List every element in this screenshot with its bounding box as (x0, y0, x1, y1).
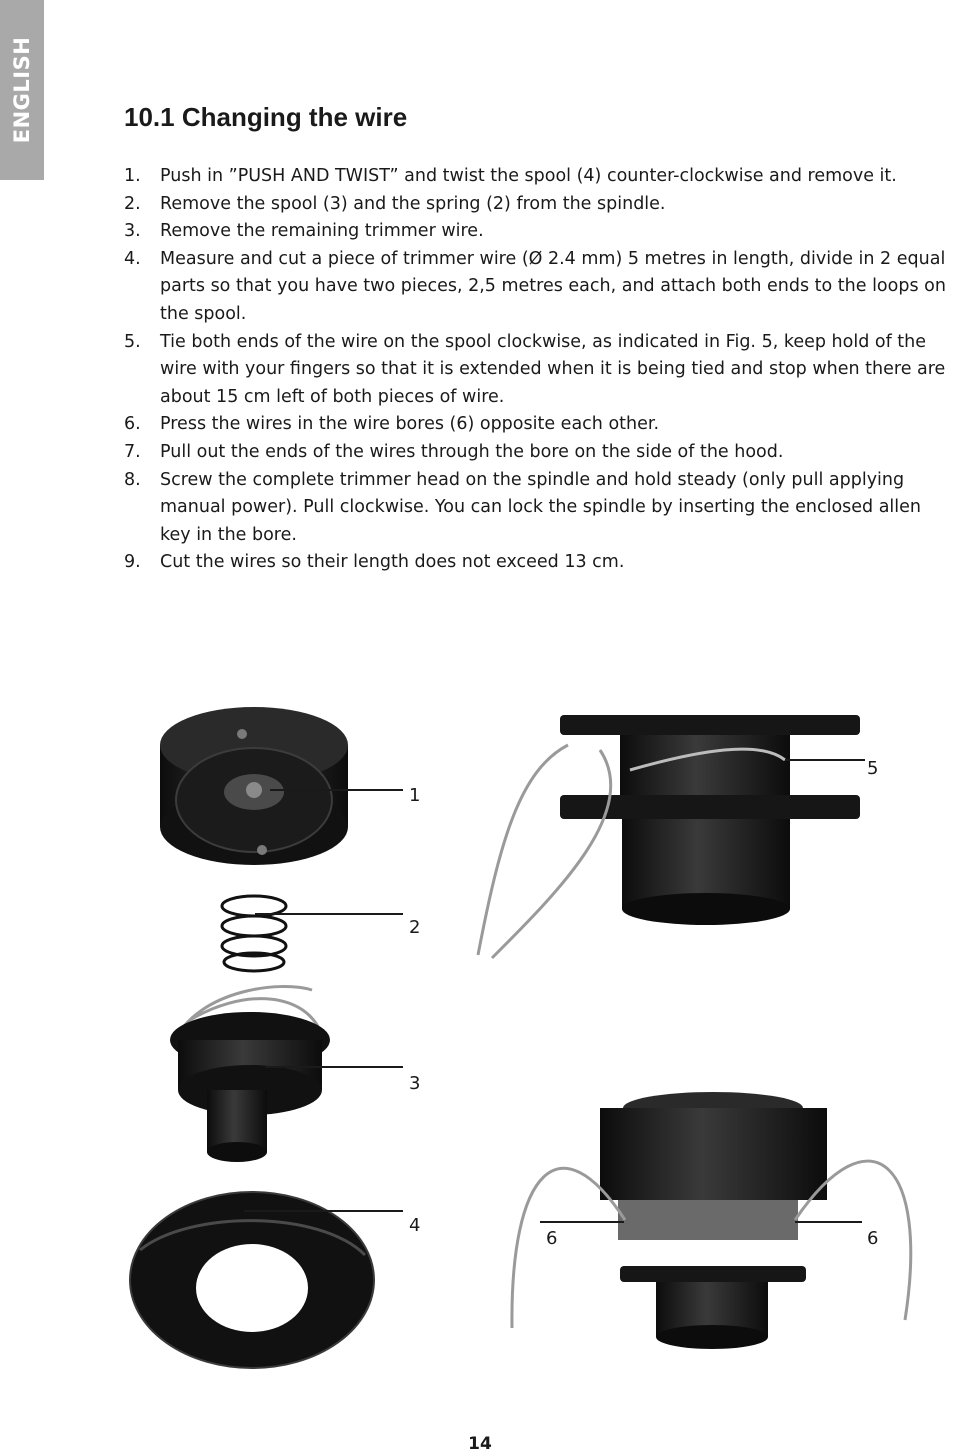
step-text: Press the wires in the wire bores (6) opposite each other. (160, 414, 660, 435)
step-text: Measure and cut a piece of trimmer wire (Ø 2.4 mm) 5 metres in length, divide in 2 equal parts so that you have two pieces, 2,5 metres each, and attach both ends to the loops on the spool. (160, 248, 946, 324)
list-item (124, 549, 954, 577)
parts-figure (0, 690, 960, 1410)
assembled-head-part (478, 715, 860, 958)
language-tab-label: ENGLISH (10, 36, 34, 144)
callout-5: 5 (867, 758, 879, 779)
list-item (124, 218, 954, 246)
callout-6-right: 6 (867, 1228, 879, 1249)
list-item (124, 439, 954, 467)
list-item (124, 467, 954, 550)
spool-part (170, 987, 330, 1162)
wired-head-part (512, 1092, 911, 1349)
callout-2: 2 (409, 917, 421, 938)
step-number: 7. (124, 441, 141, 462)
cap-part (160, 707, 348, 865)
step-number: 3. (124, 221, 141, 242)
step-text: Cut the wires so their length does not exceed 13 cm. (160, 552, 625, 573)
step-text: Screw the complete trimmer head on the spindle and hold steady (only pull applying manual power). Pull clockwise. You can lock the spindle by inserting the enclosed allen key in the bore. (160, 469, 922, 545)
step-text: Push in ”PUSH AND TWIST” and twist the spool (4) counter-clockwise and remove it. (160, 166, 897, 186)
page-number: 14 (468, 1434, 492, 1454)
step-number: 9. (124, 552, 141, 573)
step-text: Remove the spool (3) and the spring (2) from the spindle. (160, 193, 666, 214)
section-title: 10.1 Changing the wire (124, 102, 408, 132)
step-number: 2. (124, 193, 141, 214)
callout-3: 3 (409, 1073, 421, 1094)
step-number: 4. (124, 248, 141, 269)
step-text: Pull out the ends of the wires through the bore on the side of the hood. (160, 441, 784, 462)
list-item (124, 246, 954, 329)
list-item (124, 163, 954, 191)
step-text: Tie both ends of the wire on the spool clockwise, as indicated in Fig. 5, keep hold of the wire with your fingers so that it is extended when it is being tied and stop when there are about 15 cm left of both pieces of wire. (160, 331, 946, 407)
ring-part (130, 1192, 374, 1368)
callout-6-left: 6 (546, 1228, 558, 1249)
step-number: 5. (124, 331, 141, 352)
step-number: 8. (124, 469, 141, 490)
step-number: 6. (124, 414, 141, 435)
list-item (124, 411, 954, 439)
callout-4: 4 (409, 1215, 421, 1236)
callout-1: 1 (409, 785, 421, 806)
step-number: 1. (124, 166, 141, 186)
language-tab (0, 0, 44, 180)
step-text: Remove the remaining trimmer wire. (160, 221, 484, 242)
list-item (124, 191, 954, 219)
steps-list (124, 163, 954, 577)
spring-part (222, 896, 286, 971)
list-item (124, 329, 954, 412)
